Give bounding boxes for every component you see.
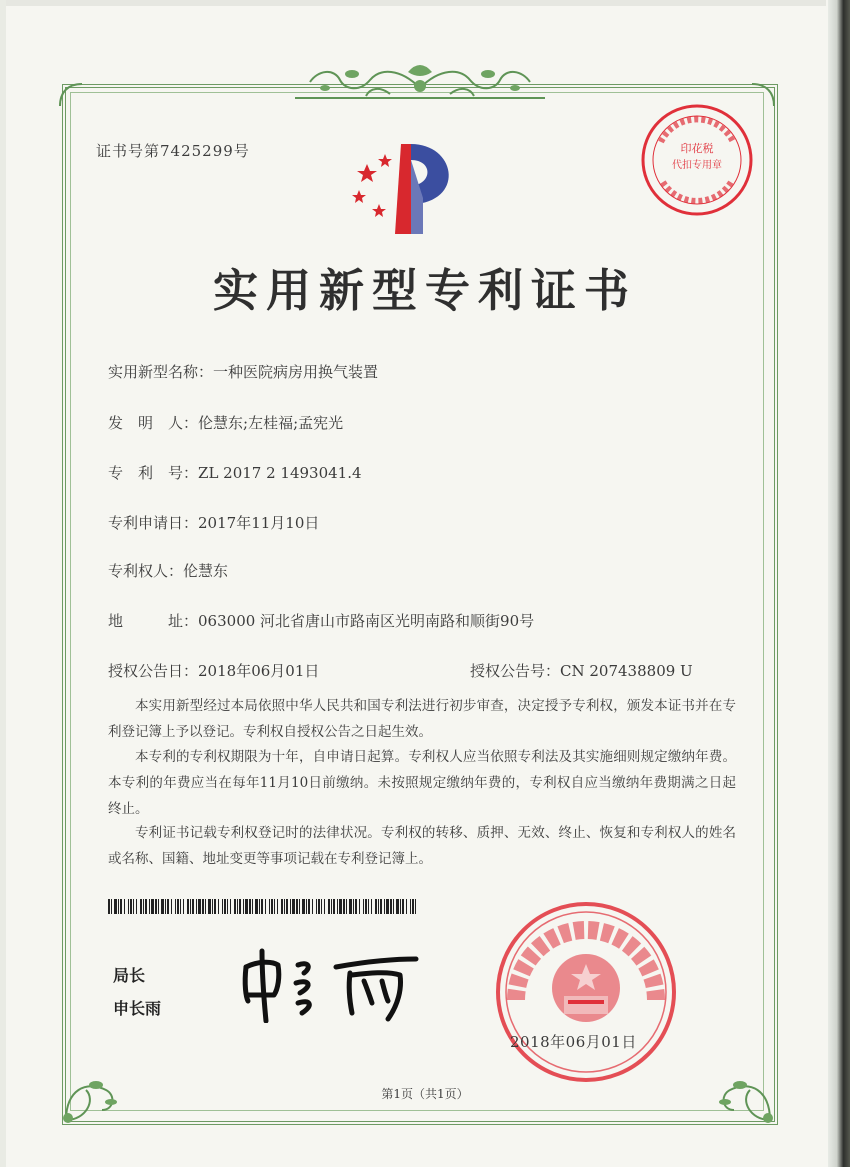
field-value: ZL 2017 2 1493041.4 <box>198 464 362 482</box>
page-footer: 第1页（共1页） <box>381 1087 469 1101</box>
field-inventor <box>108 412 343 433</box>
field-label: 地 址： <box>108 612 199 630</box>
field-label: 授权公告日： <box>108 662 199 680</box>
field-value: 伦慧东 <box>183 562 229 580</box>
svg-text:代扣专用章: 代扣专用章 <box>672 160 722 171</box>
paragraph-grant: 本实用新型经过本局依照中华人民共和国专利法进行初步审查，决定授予专利权，颁发本证书并在专利登记簿上予以登记。专利权自授权公告之日起生效。 <box>108 698 736 740</box>
barcode <box>108 899 416 914</box>
field-label: 专 利 号： <box>108 464 199 482</box>
field-value: 2018年06月01日 <box>198 662 320 680</box>
field-value: 伦慧东;左桂福;孟宪光 <box>198 414 344 432</box>
certificate-number: 证书号第7425299号 <box>96 142 250 160</box>
scan-top-edge <box>6 0 826 6</box>
patent-office-logo <box>345 138 467 238</box>
director-title: 局长 <box>113 966 146 985</box>
director-name: 申长雨 <box>113 999 162 1018</box>
field-patentee <box>108 560 228 581</box>
field-filing-date <box>108 512 319 533</box>
field-publication-date <box>108 660 319 681</box>
field-publication-number <box>470 660 693 681</box>
field-address <box>108 610 534 631</box>
field-label: 发 明 人： <box>108 414 199 432</box>
scan-left-edge <box>0 0 6 1167</box>
official-seal <box>494 900 678 1084</box>
scan-right-edge <box>828 0 850 1167</box>
tax-stamp <box>639 102 755 218</box>
certificate-title: 实用新型专利证书 <box>212 264 637 317</box>
svg-text:印花税: 印花税 <box>680 142 714 155</box>
field-label: 专利权人： <box>108 562 184 580</box>
field-value: 063000 河北省唐山市路南区光明南路和顺街90号 <box>198 612 535 630</box>
field-value: CN 207438809 U <box>560 662 693 680</box>
top-ornament <box>290 58 550 104</box>
field-label: 实用新型名称： <box>108 363 214 381</box>
field-value: 2017年11月10日 <box>198 514 320 532</box>
field-label: 专利申请日： <box>108 514 199 532</box>
paragraph-term: 本专利的专利权期限为十年，自申请日起算。专利权人应当依照专利法及其实施细则规定缴纳年费。本专利的年费应当在每年11月10日前缴纳。未按照规定缴纳年费的，专利权自应当缴纳年费期满之日起终止。 <box>108 749 736 817</box>
seal-date: 2018年06月01日 <box>510 1033 637 1051</box>
field-label: 授权公告号： <box>470 662 561 680</box>
field-patent-number <box>108 462 362 483</box>
director-signature <box>238 945 424 1023</box>
paragraph-legal-status: 专利证书记载专利权登记时的法律状况。专利权的转移、质押、无效、终止、恢复和专利权人的姓名或名称、国籍、地址变更等事项记载在专利登记簿上。 <box>108 825 736 867</box>
field-value: 一种医院病房用换气装置 <box>213 363 379 381</box>
field-utility-name <box>108 361 378 382</box>
corner-ornament-top-left <box>56 80 86 110</box>
